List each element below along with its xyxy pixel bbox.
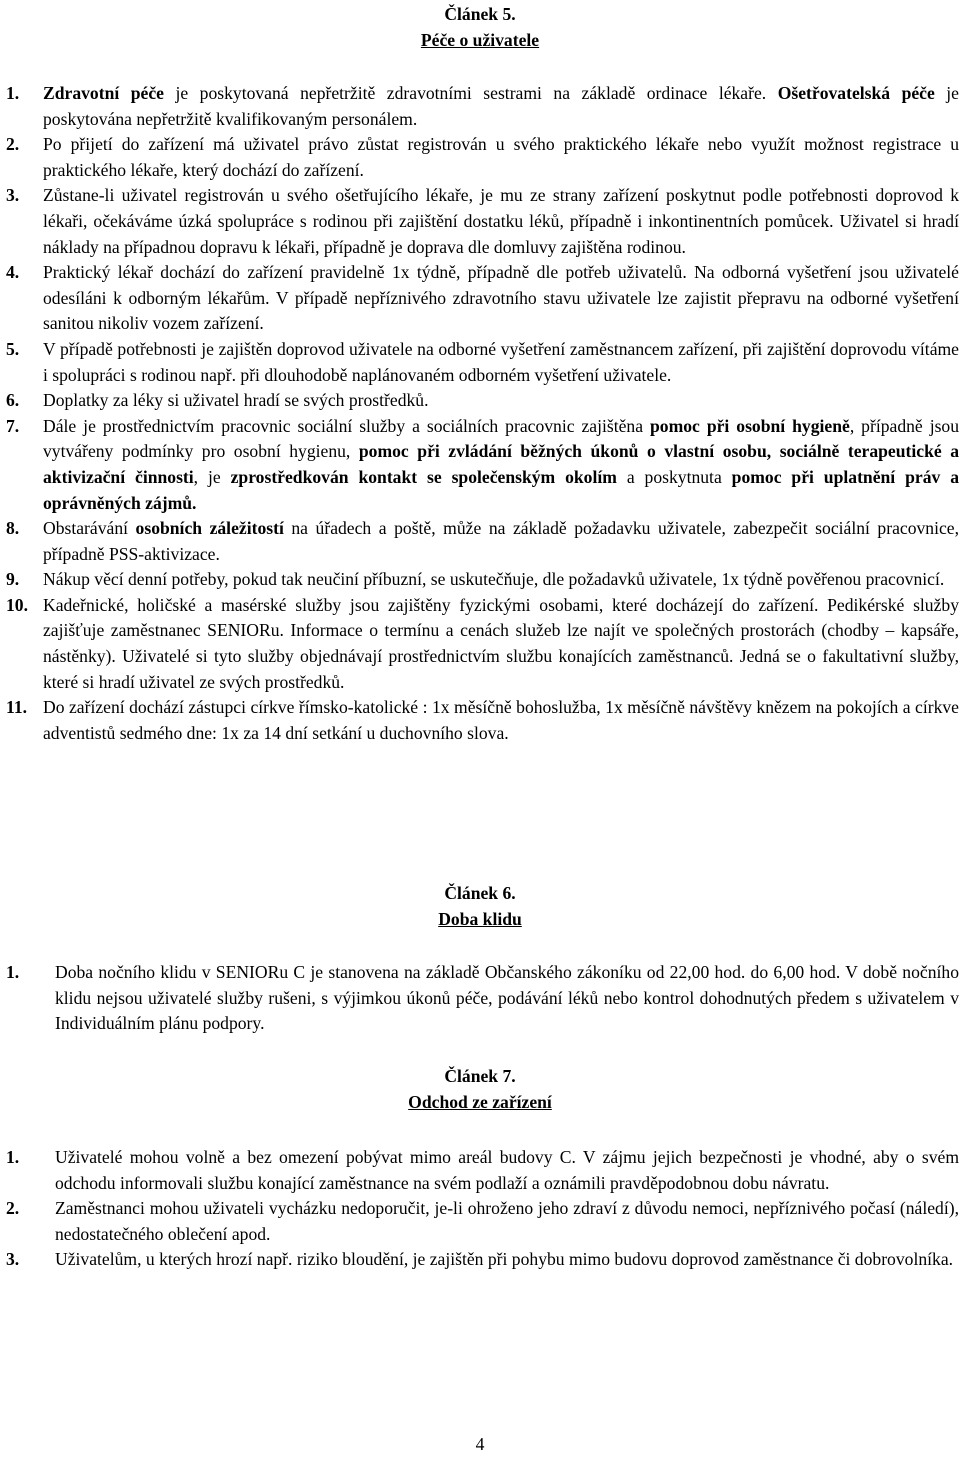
article-number: Článek 6. (444, 883, 516, 903)
list-item (6, 695, 959, 746)
item-number: 1. (6, 1147, 20, 1167)
article-title: Odchod ze zařízení (408, 1091, 552, 1112)
item-text: Nákup věcí denní potřeby, pokud tak neučiní příbuzní, se uskutečňuje, dle požadavků uživatele, 1x týdně pověřenou pracovnicí. (43, 569, 945, 590)
list-item (6, 183, 959, 260)
item-text-bold: pomoc při uplatnění práv a oprávněných zájmů. (43, 466, 959, 513)
article-6-heading (0, 881, 960, 932)
item-text: Do zařízení dochází zástupci církve římsko-katolické : 1x měsíčně bohoslužba, 1x měsíčně návštěvy knězem na pokojích a církve adventistů sedmého dne: 1x za 14 dní setkání u duchovního slova. (43, 697, 959, 743)
item-text: Kadeřnické, holičské a masérské služby jsou zajištěny fyzickými osobami, které docházejí do zařízení. Pedikérské služby zajišťuje zaměstnanec SENIORu. Informace o termínu a cenách služeb lze najít ve společných prostorách (chodby – kapsáře, nástěnky). Uživatelé si tyto služby objednávají prostřednictvím službu konajících zaměstnanců. Jedná se o fakultativní služby, které si hradí uživatel ze svých prostředků. (43, 594, 959, 692)
list-item (6, 1247, 959, 1273)
item-number: 1. (6, 83, 20, 103)
list-item (6, 516, 959, 567)
item-text: , případně jsou vytvářeny podmínky pro osobní hygienu, (43, 415, 960, 462)
item-text-bold: zprostředkován kontakt se společenským okolím (230, 466, 617, 487)
item-number: 10. (6, 594, 28, 615)
item-text: , je (193, 466, 231, 487)
list-item (6, 132, 959, 183)
list-item (6, 567, 959, 593)
item-text: na úřadech a poště, může na základě požadavku uživatele, zabezpečit sociální pracovnice, případně PSS-aktivizace. (43, 518, 960, 564)
item-text: Po přijetí do zařízení má uživatel právo zůstat registrován u svého praktického lékaře nebo využít možnost registrace u praktického lékaře, který dochází do zařízení. (43, 134, 959, 180)
item-text-bold: Zdravotní péče (43, 83, 164, 103)
article-title: Doba klidu (438, 908, 522, 929)
item-text: Uživatelům, u kterých hrozí např. riziko bloudění, je zajištěn při pohybu mimo budovu doprovod zaměstnance či dobrovolníka. (55, 1249, 954, 1270)
article-title: Péče o uživatele (420, 29, 540, 50)
item-number: 9. (6, 569, 20, 590)
list-item (6, 414, 959, 516)
item-number: 6. (6, 390, 20, 411)
list-item (6, 388, 959, 414)
item-text: Doba nočního klidu v SENIORu C je stanovena na základě Občanského zákoníku od 22,00 hod. do 6,00 hod. V době nočního klidu nejsou uživatelé služby rušeni, s výjimkou úkonů péče, podávání léků nebo kontrol dohodnutých předem s uživatelem v Individuálním plánu podpory. (55, 962, 959, 1034)
article-7-heading (0, 1064, 960, 1115)
item-text-bold: Ošetřovatelská péče (777, 83, 935, 103)
list-item (6, 960, 959, 1037)
page-number: 4 (475, 1434, 485, 1454)
article-6-list (6, 960, 959, 1037)
item-text: Dále je prostřednictvím pracovnic sociální služby a sociálních pracovnic zajištěna (43, 415, 651, 436)
item-text-bold: pomoc při zvládání běžných úkonů o vlastní osobu, sociálně terapeutické a aktivizační činnosti (43, 441, 960, 487)
list-item (6, 81, 959, 132)
item-number: 5. (6, 338, 20, 359)
item-number: 8. (6, 518, 20, 539)
item-number: 11. (6, 697, 28, 718)
list-item (6, 260, 959, 337)
item-number: 1. (6, 962, 20, 982)
item-text: V případě potřebnosti je zajištěn doprovod uživatele na odborné vyšetření zaměstnancem zařízení, při zajištění doprovodu vítáme i spolupráci s rodinou např. při dlouhodobě naplánovaném odborném vyšetření uživatele. (43, 338, 959, 385)
article-number: Článek 7. (444, 1066, 516, 1086)
article-5-list (6, 81, 959, 746)
article-number: Článek 5. (444, 4, 516, 24)
list-item (6, 593, 959, 695)
item-number: 3. (6, 1249, 20, 1270)
item-text: Zaměstnanci mohou uživateli vycházku nedoporučit, je-li ohroženo jeho zdraví z důvodu nemoci, nepříznivého počasí (náledí), nedostatečného oblečení apod. (55, 1198, 959, 1244)
article-7-list (6, 1145, 959, 1273)
item-number: 7. (6, 415, 20, 436)
item-text: Obstarávání (43, 518, 136, 539)
list-item (6, 1145, 959, 1196)
list-item (6, 1196, 959, 1247)
item-text: je poskytovaná nepřetržitě zdravotními sestrami na základě ordinace lékaře. (163, 83, 778, 103)
item-number: 4. (6, 262, 20, 283)
item-text: Doplatky za léky si uživatel hradí se svých prostředků. (43, 390, 429, 411)
list-item (6, 337, 959, 388)
item-text: Zůstane-li uživatel registrován u svého ošetřujícího lékaře, je mu ze strany zařízení poskytnut podle potřebnosti doprovod k lékaři, očekáváme úzká spolupráce s rodinou při zajištění dostatku léků, případně i inkontinentních pomůcek. Uživatel si hradí náklady na případnou dopravu k lékaři, případně je doprava dle domluvy zajištěna rodinou. (43, 185, 959, 257)
item-text: Uživatelé mohou volně a bez omezení pobývat mimo areál budovy C. V zájmu jejich bezpečnosti je vhodné, aby o svém odchodu informovali službu konající zaměstnance na svém podlaží a oznámili pravděpodobnou dobu návratu. (55, 1147, 959, 1193)
item-text: je poskytována nepřetržitě kvalifikovaným personálem. (43, 83, 959, 129)
article-5-heading (0, 2, 960, 53)
item-text: a poskytnuta (616, 466, 732, 487)
item-text-bold: osobních záležitostí (135, 518, 284, 539)
item-number: 2. (6, 1198, 20, 1219)
item-number: 2. (6, 134, 20, 155)
item-text-bold: pomoc při osobní hygieně (650, 415, 850, 436)
item-text: Praktický lékař dochází do zařízení pravidelně 1x týdně, případně dle potřeb uživatelů. Na odborná vyšetření jsou uživatelé odesíláni k odborným lékařům. V případě nepříznivého zdravotního stavu uživatele lze zajistit přepravu na odborné vyšetření sanitou nikoliv vozem zařízení. (43, 262, 959, 334)
item-number: 3. (6, 185, 20, 206)
